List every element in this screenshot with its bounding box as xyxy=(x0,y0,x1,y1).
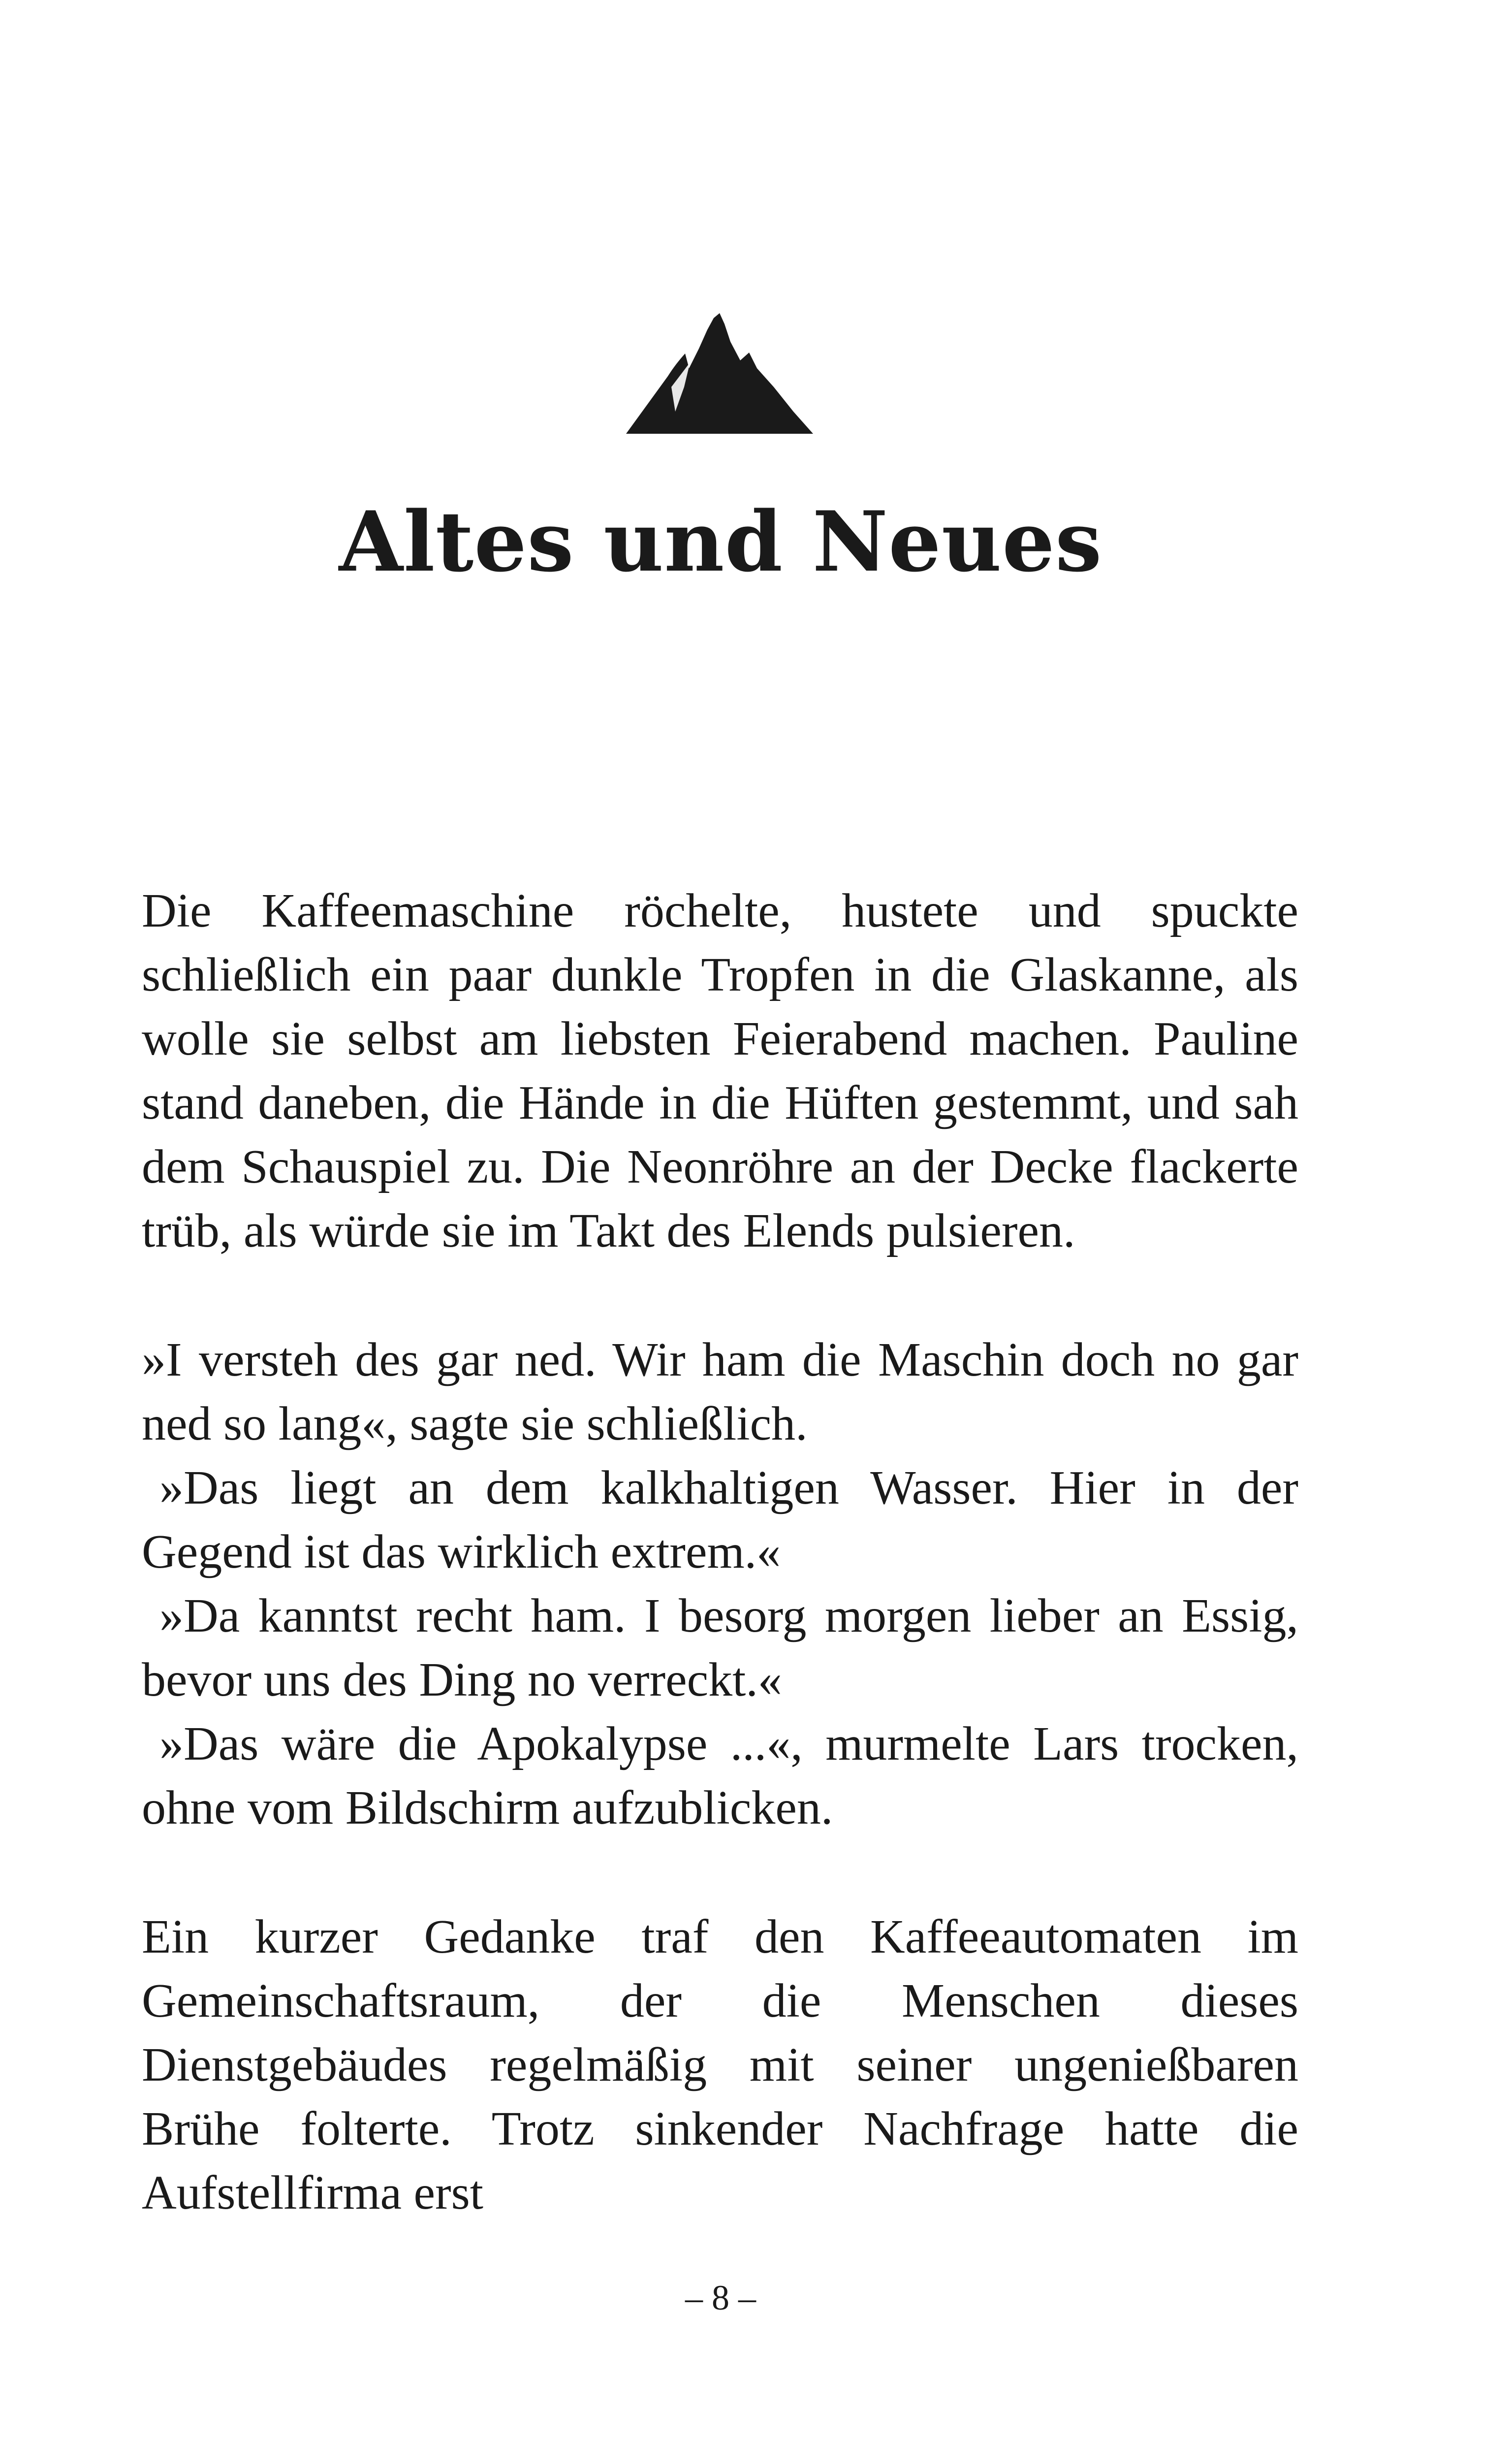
paragraph: Die Kaffeemaschine röchelte, hustete und spuckte schließlich ein paar dunkle Tropfen in die Glaskanne, als wolle sie selbst am liebsten Feierabend machen. Pauline stand daneben, die Hände in die Hüften gestemmt, und sah dem Schauspiel zu. Die Neonröhre an der Decke flackerte trüb, als würde sie im Takt des Elends pulsieren. xyxy=(142,884,1298,1257)
mountain-icon xyxy=(626,313,813,434)
chapter-title: Altes und Neues xyxy=(339,493,1102,590)
paragraph: »Das wäre die Apokalypse ...«, murmelte Lars trocken, ohne vom Bildschirm aufzublicken. xyxy=(142,1717,1298,1834)
paragraph: »I versteh des gar ned. Wir ham die Maschin doch no gar ned so lang«, sagte sie schließlich. xyxy=(142,1333,1298,1450)
paragraph: »Da kanntst recht ham. I besorg morgen lieber an Essig, bevor uns des Ding no verreckt.« xyxy=(142,1589,1298,1706)
paragraph: Ein kurzer Gedanke traf den Kaffeeautomaten im Gemeinschaftsraum, der die Menschen dieses Dienstgebäudes regelmäßig mit seiner ungenießbaren Brühe folterte. Trotz sinkender Nachfrage hatte die Aufstellfirma erst xyxy=(142,1910,1298,2219)
body-text xyxy=(142,879,1298,2225)
page-number: – 8 – xyxy=(685,2278,756,2317)
paragraph: »Das liegt an dem kalkhaltigen Wasser. Hier in der Gegend ist das wirklich extrem.« xyxy=(142,1461,1298,1578)
